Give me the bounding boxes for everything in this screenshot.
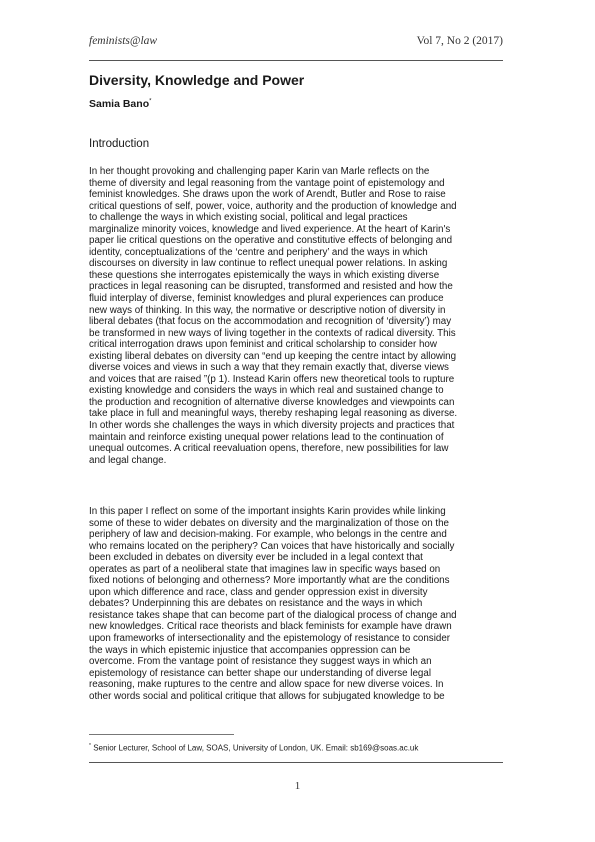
- text-line: fluid interplay of diverse, feminist knowledges and plural experiences can produce: [89, 293, 444, 305]
- text-line: maintain and reinforce existing unequal power relations lead to the continuation of: [89, 431, 444, 443]
- text-line: theme of diversity and legal reasoning from the vantage point of epistemology and: [89, 177, 445, 189]
- section-heading: Introduction: [89, 138, 150, 150]
- text-line: new ways of thinking. In this way, the normative or descriptive notion of diversity in: [89, 304, 446, 316]
- text-line: In this paper I reflect on some of the important insights Karin provides while linking: [89, 506, 446, 517]
- text-line: to challenge the ways in which existing social, political and legal practices: [89, 212, 408, 224]
- text-line: liberal debates (that focus on the accommodation and recognition of ‘diversity’) may: [89, 316, 452, 328]
- header-rule: [89, 60, 503, 61]
- text-line: epistemology of resistance can better shape our understanding of diverse legal: [89, 667, 432, 679]
- text-line: marginalize minority voices, knowledge and lived experience. At the heart of Karin's: [89, 223, 451, 235]
- text-line: the production and recognition of alternative diverse knowledges and viewpoints can: [89, 396, 455, 408]
- page-number: 1: [294, 780, 301, 792]
- text-line: new knowledges. Critical race theorists and black feminists for example have drawn: [89, 621, 452, 633]
- text-line: operates as part of a neoliberal state that imagines law in specific ways based on: [89, 563, 441, 575]
- text-line: overcome. From the vantage point of resistance they suggest ways in which an: [89, 656, 432, 668]
- text-line: paper lie critical questions on the operative and constitutive effects of belonging and: [89, 235, 453, 247]
- text-line: upon frameworks of intersectionality and the epistemology of resistance to consider: [89, 633, 451, 645]
- paragraph-1: [89, 166, 509, 466]
- text-line: some of these to wider debates on diversity and the marginalization of those on the: [89, 517, 449, 529]
- author: [89, 98, 151, 110]
- text-line: other words social and political critique that allows for subjugated knowledge to be: [89, 690, 445, 702]
- text-line: periphery of law and decision-making. For example, who belongs in the centre and: [89, 529, 447, 541]
- article-title: Diversity, Knowledge and Power: [89, 72, 305, 88]
- text-line: the ways in which epistemic injustice that accompanies oppression can be: [89, 644, 411, 656]
- issue-info: Vol 7, No 2 (2017): [416, 35, 503, 47]
- text-line: practices in legal reasoning can be disrupted, transformed and resisted and how the: [89, 281, 453, 293]
- footnote-text: Senior Lecturer, School of Law, SOAS, University of London, UK. Email: sb169@soas.ac.uk: [93, 743, 419, 753]
- journal-name: feminists@law: [89, 35, 158, 47]
- text-line: reasoning, make ruptures to the centre and allow space for new diverse voices. In: [89, 679, 444, 691]
- text-line: and legal change.: [89, 454, 167, 466]
- text-line: existing liberal debates on diversity can “end up keeping the centre intact by allowing: [89, 350, 457, 362]
- text-line: fixed notions of belonging and otherness? More importantly what are the conditions: [89, 575, 450, 587]
- text-line: diverse voices and views in such a way that they remain exactly that, diverse views: [89, 362, 449, 374]
- text-line: In her thought provoking and challenging paper Karin van Marle reflects on the: [89, 166, 430, 177]
- text-line: In other words she challenges the ways in which diversity projects and practices that: [89, 420, 455, 432]
- text-line: unequal outcomes. A critical reevaluation opens, therefore, new possibilities for law: [89, 443, 449, 455]
- text-line: debates? Underpinning this are debates on resistance and the ways in which: [89, 598, 423, 610]
- text-line: and voices that are raised ”(p 1). Instead Karin offers new theoretical tools to rupture: [89, 373, 455, 385]
- text-line: resistance takes shape that can become part of the dialogical process of change and: [89, 609, 457, 621]
- text-line: upon which difference and race, class and gender oppression exist in diversity: [89, 586, 428, 598]
- text-line: critical interrogation draws upon feminist and critical scholarship to consider how: [89, 339, 437, 351]
- text-line: existing knowledge and considers the ways in which real and sustained change to: [89, 385, 444, 397]
- text-line: be transformed in new ways of living together in the contexts of radical diversity. This: [89, 327, 456, 339]
- author-name: Samia Bano: [89, 98, 150, 110]
- text-line: who remains located on the periphery? Can voices that have historically and socially: [89, 540, 455, 552]
- author-footnote-marker[interactable]: *: [149, 98, 152, 105]
- text-line: critical questions of self, power, voice, authority and the production of knowledge and: [89, 200, 457, 212]
- text-line: feminist knowledges. She draws upon the work of Arendt, Butler and Rose to raise: [89, 189, 446, 201]
- text-line: discourses on diversity in law continue to reflect unequal power relations. In asking: [89, 258, 448, 270]
- footnote-marker: *: [89, 743, 91, 749]
- text-line: been excluded in debates on diversity ever be included in a legal context that: [89, 552, 423, 564]
- footnote: [89, 743, 418, 753]
- paragraph-2: [89, 506, 509, 702]
- text-line: take place in full and meaningful ways, thereby reshaping legal reasoning as diverse.: [89, 408, 458, 420]
- footer-rule: [89, 762, 503, 763]
- text-line: identity, conceptualizations of the ‘centre and periphery’ and the ways in which: [89, 246, 428, 258]
- footnote-rule: [89, 734, 234, 735]
- text-line: these questions she interrogates epistemically the ways in which existing diverse: [89, 269, 440, 281]
